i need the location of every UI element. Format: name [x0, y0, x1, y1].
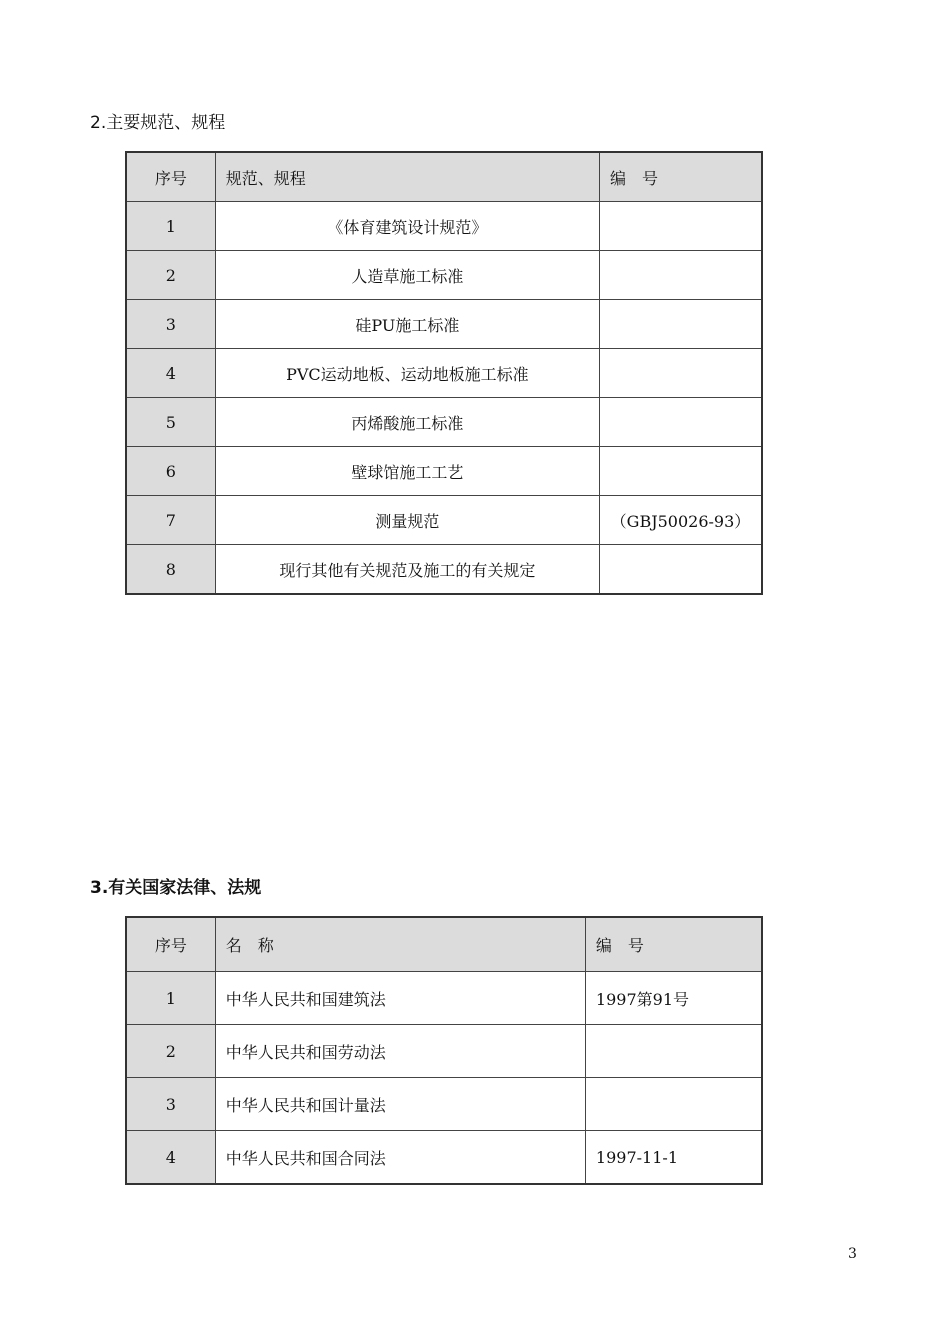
header-name: 规范、规程	[215, 152, 599, 202]
row-no: 1	[126, 972, 215, 1025]
table-header-row	[126, 152, 762, 202]
row-code	[599, 447, 762, 496]
row-code: 1997第91号	[585, 972, 762, 1025]
row-no: 8	[126, 545, 215, 595]
table-row	[126, 972, 762, 1025]
header-name: 名 称	[215, 917, 585, 972]
table-row	[126, 1131, 762, 1185]
table-row	[126, 1078, 762, 1131]
row-code	[599, 202, 762, 251]
row-name: PVC运动地板、运动地板施工标准	[215, 349, 599, 398]
row-no: 4	[126, 1131, 215, 1185]
row-no: 2	[126, 1025, 215, 1078]
table-row	[126, 545, 762, 595]
table-row	[126, 202, 762, 251]
row-name: 人造草施工标准	[215, 251, 599, 300]
table-row	[126, 447, 762, 496]
table-row	[126, 1025, 762, 1078]
row-code	[599, 398, 762, 447]
header-no: 序号	[126, 917, 215, 972]
row-name: 中华人民共和国计量法	[215, 1078, 585, 1131]
row-no: 3	[126, 1078, 215, 1131]
row-no: 4	[126, 349, 215, 398]
row-code: 1997-11-1	[585, 1131, 762, 1185]
table-row	[126, 251, 762, 300]
row-code	[599, 300, 762, 349]
row-name: 壁球馆施工工艺	[215, 447, 599, 496]
row-name: 硅PU施工标准	[215, 300, 599, 349]
header-code: 编 号	[599, 152, 762, 202]
table-row	[126, 496, 762, 545]
row-no: 1	[126, 202, 215, 251]
laws-table	[125, 916, 763, 1185]
row-code	[599, 545, 762, 595]
row-code	[585, 1025, 762, 1078]
table-row	[126, 300, 762, 349]
table-header-row	[126, 917, 762, 972]
table-row	[126, 398, 762, 447]
row-code: （GBJ50026-93）	[599, 496, 762, 545]
row-no: 5	[126, 398, 215, 447]
row-name: 《体育建筑设计规范》	[215, 202, 599, 251]
row-code	[599, 251, 762, 300]
row-code	[599, 349, 762, 398]
row-no: 6	[126, 447, 215, 496]
row-name: 中华人民共和国建筑法	[215, 972, 585, 1025]
row-name: 测量规范	[215, 496, 599, 545]
section-3-title: 3.有关国家法律、法规	[90, 878, 262, 898]
row-code	[585, 1078, 762, 1131]
header-no: 序号	[126, 152, 215, 202]
row-name: 现行其他有关规范及施工的有关规定	[215, 545, 599, 595]
row-no: 2	[126, 251, 215, 300]
row-name: 中华人民共和国合同法	[215, 1131, 585, 1185]
row-name: 中华人民共和国劳动法	[215, 1025, 585, 1078]
standards-table	[125, 151, 763, 595]
row-no: 3	[126, 300, 215, 349]
table-row	[126, 349, 762, 398]
row-name: 丙烯酸施工标准	[215, 398, 599, 447]
section-2-title: 2.主要规范、规程	[90, 113, 226, 133]
header-code: 编 号	[585, 917, 762, 972]
page-number: 3	[848, 1246, 857, 1262]
row-no: 7	[126, 496, 215, 545]
